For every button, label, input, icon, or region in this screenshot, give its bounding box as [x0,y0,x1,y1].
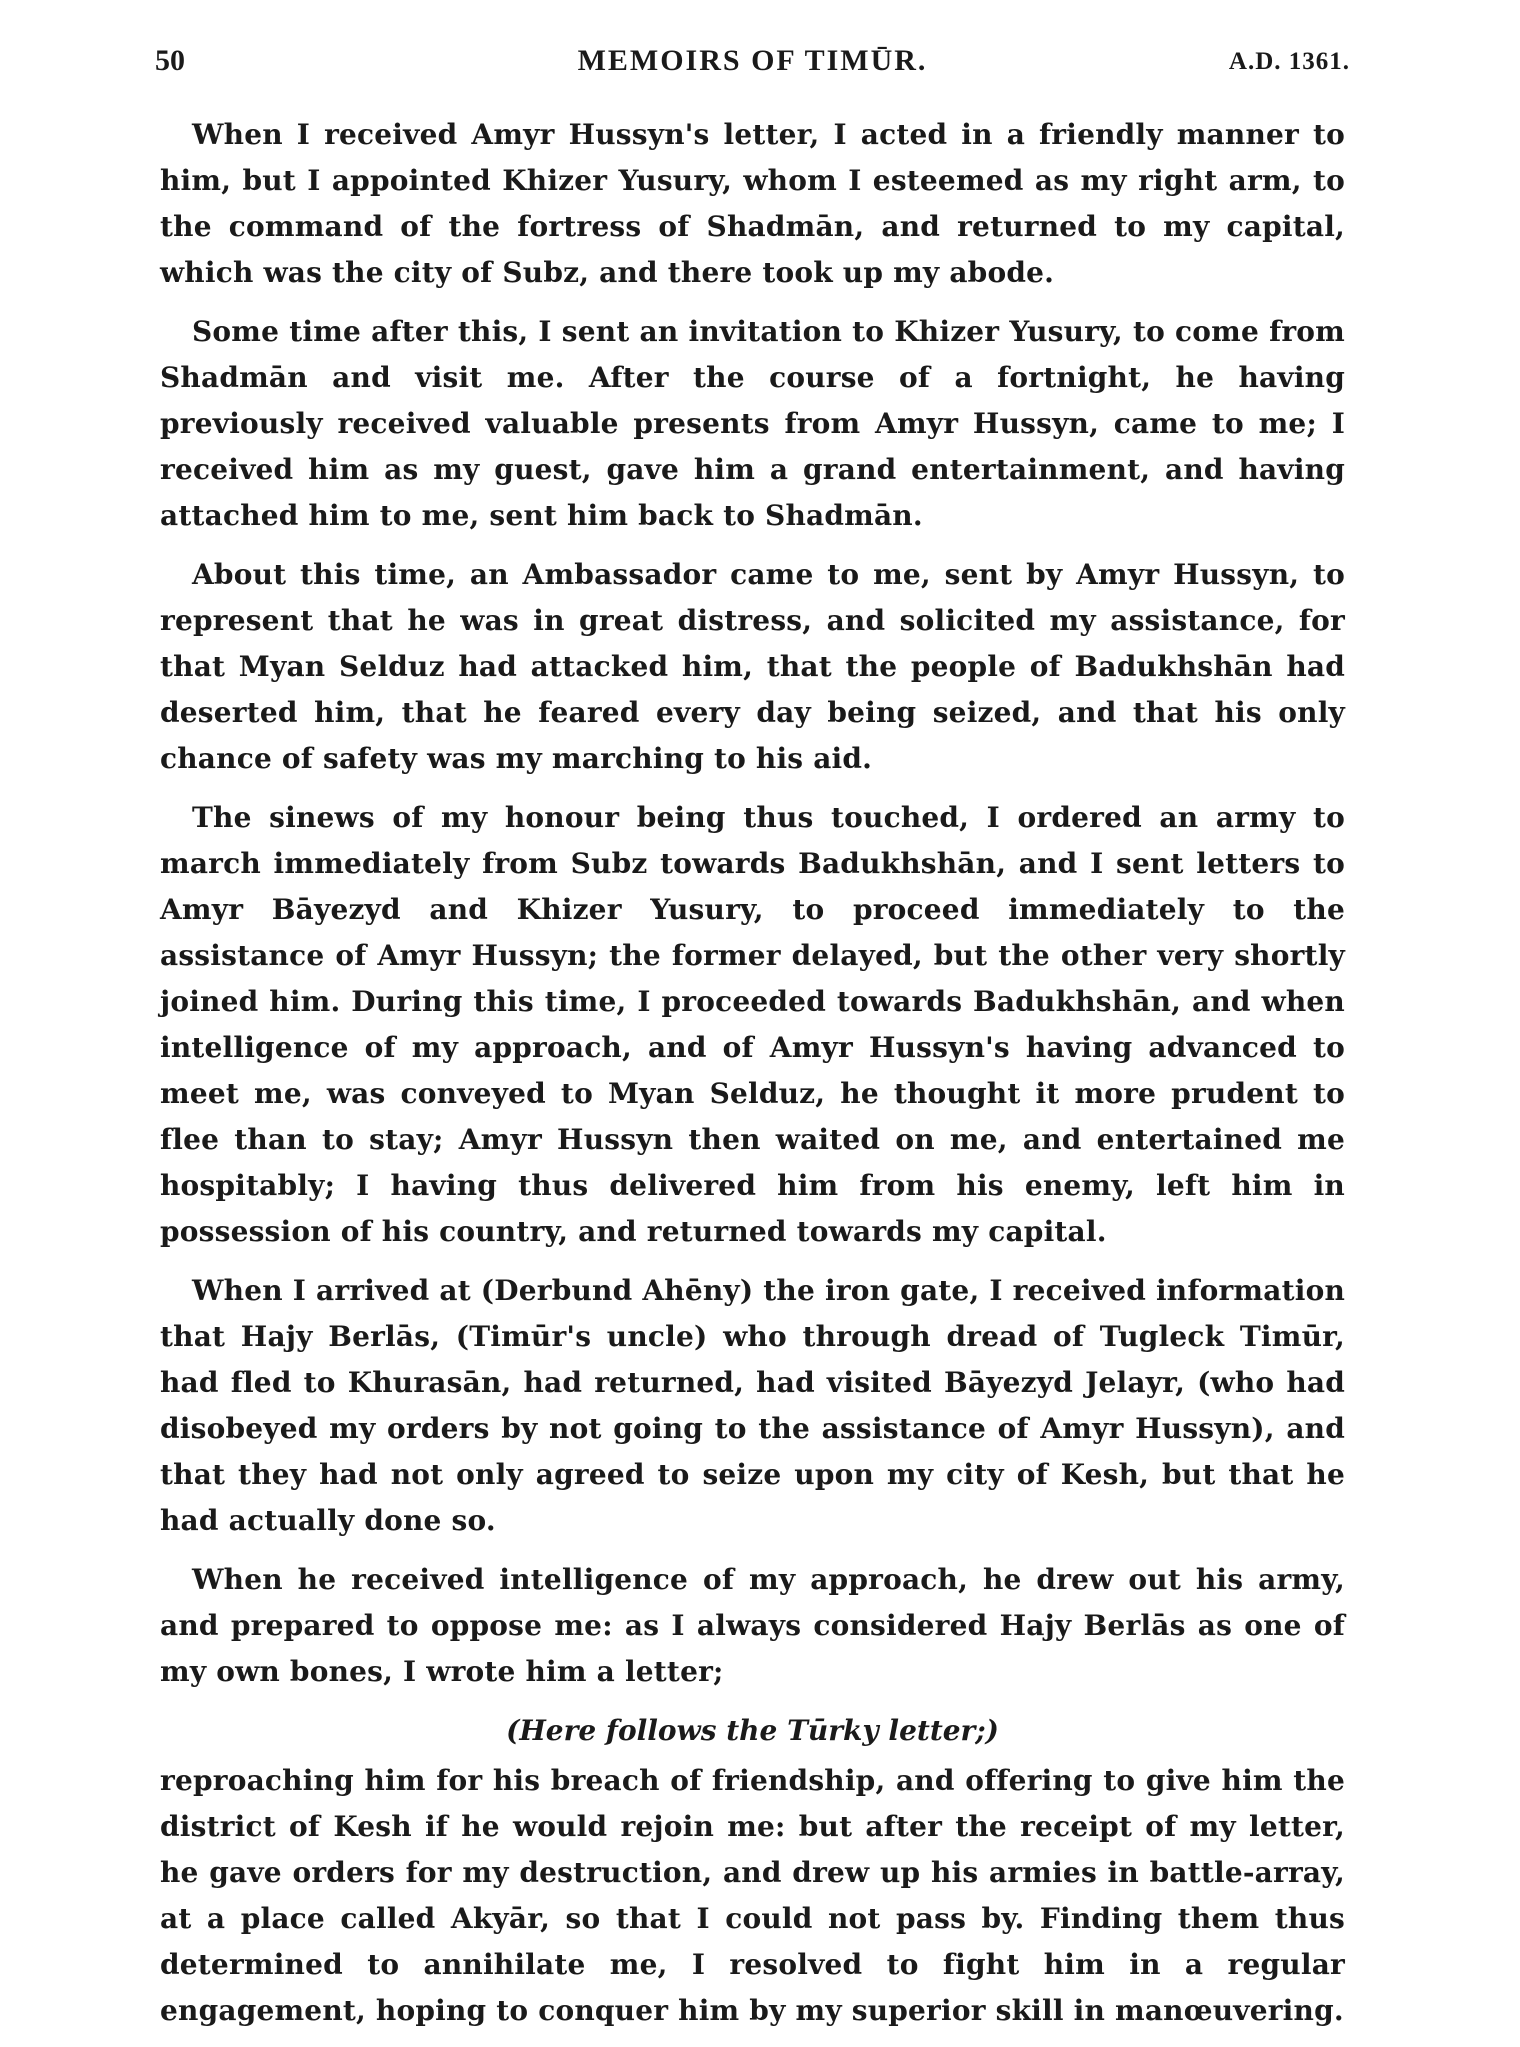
paragraph-5: When I arrived at (Derbund Ahēny) the iron gate, I received information that Hajy Berlās, (Timūr's uncle) who through dread of Tugleck Timūr, had fled to Khurasān, had returned, had visited Bāyezyd Jelayr, (who had disobeyed my orders by not going to the assistance of Amyr Hussyn), and that they had not only agreed to seize upon my city of Kesh, but that he had actually done so. [160,1274,1345,1537]
closing-paragraph: reproaching him for his breach of friendship, and offering to give him the district of Kesh if he would rejoin me: but after the receipt of my letter, he gave orders for my destruction, and drew up his armies in battle-array, at a place called Akyār, so that I could not pass by. Finding them thus determined to annihilate me, I resolved to fight him in a regular engagement, hoping to conquer him by my superior skill in manœuvering. [160,1764,1345,2027]
paragraph-4: The sinews of my honour being thus touched, I ordered an army to march immediately from Subz towards Badukhshān, and I sent letters to Amyr Bāyezyd and Khizer Yusury, to proceed immediately to the assistance of Amyr Hussyn; the former delayed, but the other very shortly joined him. During this time, I proceeded towards Badukhshān, and when intelligence of my approach, and of Amyr Hussyn's having advanced to meet me, was conveyed to Myan Selduz, he thought it more prudent to flee than to stay; Amyr Hussyn then waited on me, and entertained me hospitably; I having thus delivered him from his enemy, left him in possession of his country, and returned towards my capital. [160,801,1345,1248]
paragraph-2: Some time after this, I sent an invitation to Khizer Yusury, to come from Shadmān and visit me. After the course of a fortnight, he having previously received valuable presents from Amyr Hussyn, came to me; I received him as my guest, gave him a grand entertainment, and having attached him to me, sent him back to Shadmān. [160,315,1345,532]
running-header [155,44,1350,84]
paragraph-3: About this time, an Ambassador came to me, sent by Amyr Hussyn, to represent that he was in great distress, and solicited my assistance, for that Myan Selduz had attacked him, that the people of Badukhshān had deserted him, that he feared every day being seized, and that his only chance of safety was my marching to his aid. [160,558,1345,775]
paragraph-6: When he received intelligence of my approach, he drew out his army, and prepared to oppose me: as I always considered Hajy Berlās as one of my own bones, I wrote him a letter; [160,1563,1345,1688]
paragraph-1: When I received Amyr Hussyn's letter, I acted in a friendly manner to him, but I appointed Khizer Yusury, whom I esteemed as my right arm, to the command of the fortress of Shadmān, and returned to my capital, which was the city of Subz, and there took up my abode. [160,118,1345,289]
page-number: 50 [155,44,185,77]
body-text [160,112,1345,2047]
running-title: MEMOIRS OF TIMŪR. [577,44,928,77]
letter-note: (Here follows the Tūrky letter;) [506,1714,999,1747]
page-date: A.D. 1361. [1228,48,1350,75]
